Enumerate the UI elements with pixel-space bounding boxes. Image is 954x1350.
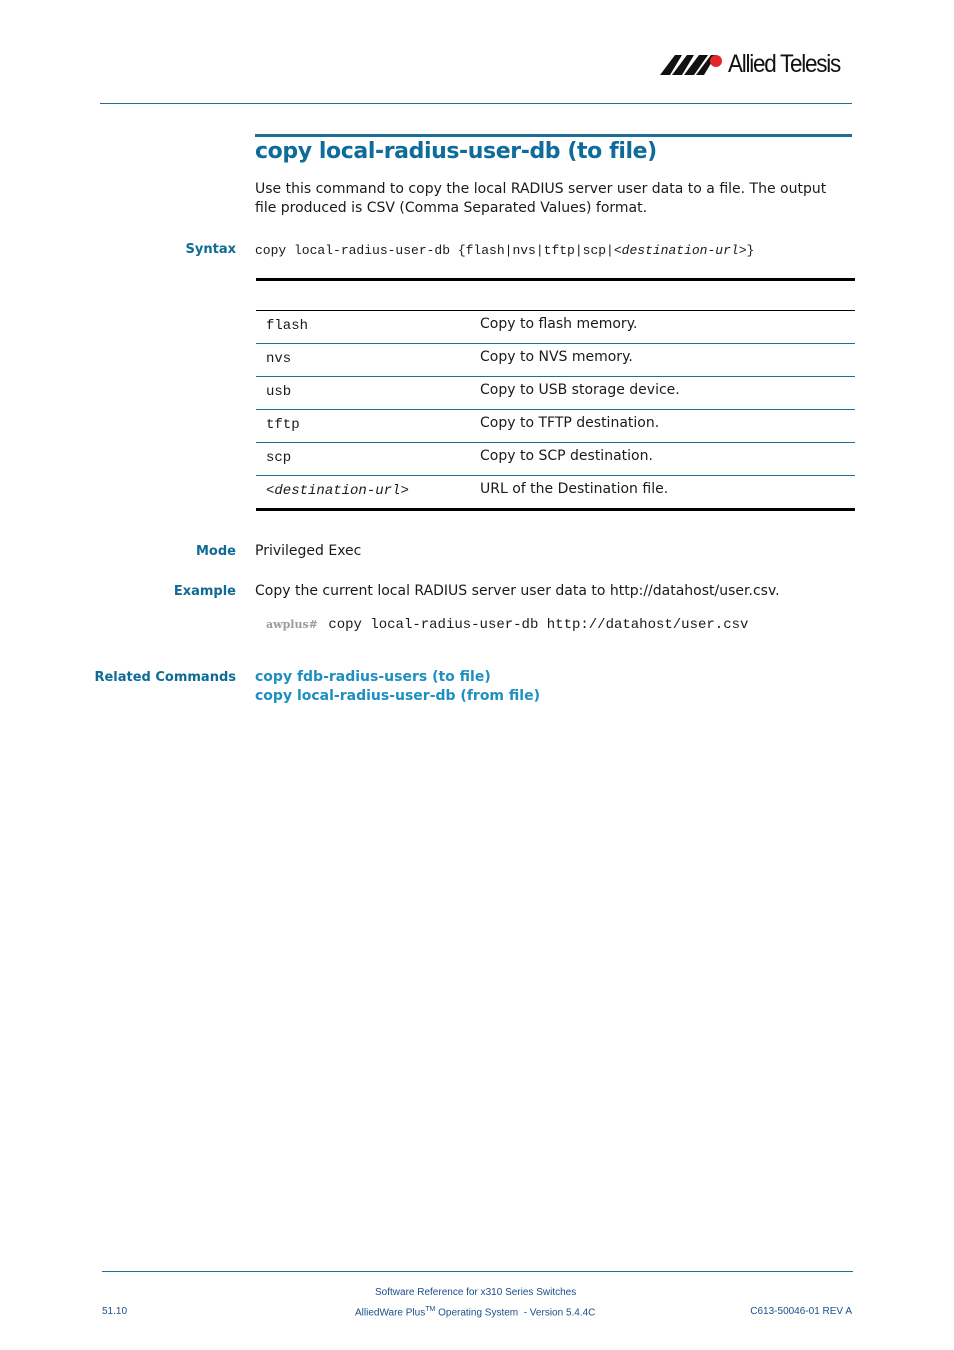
table-row <box>256 410 855 443</box>
description-cell: Copy to TFTP destination. <box>480 415 660 431</box>
param-cell: flash <box>266 318 309 334</box>
description-cell: Copy to NVS memory. <box>480 349 633 365</box>
logo-wordmark: Allied Telesis <box>728 49 841 78</box>
footer-product-name: AlliedWare Plus <box>355 1307 426 1319</box>
param-close-bracket: > <box>400 483 409 499</box>
footer-version: Operating System - Version 5.4.4C <box>435 1307 596 1319</box>
param-cell: tftp <box>266 417 300 433</box>
related-link-local-radius-user-db-from-file[interactable]: copy local-radius-user-db (from file) <box>255 688 540 704</box>
page-title: copy local-radius-user-db (to file) <box>255 139 657 164</box>
allied-telesis-logo-icon <box>660 52 724 76</box>
description-cell: Copy to flash memory. <box>480 316 638 332</box>
page-number: 51.10 <box>102 1306 128 1317</box>
table-row <box>256 443 855 476</box>
description-cell: Copy to SCP destination. <box>480 448 653 464</box>
param-open-bracket: < <box>266 483 275 499</box>
example-code <box>266 616 748 633</box>
param-cell: nvs <box>266 351 292 367</box>
command-description: Use this command to copy the local RADIUS server user data to a file. The output file produced is CSV (Comma Separated Values) format. <box>255 181 827 216</box>
trademark-mark: TM <box>425 1306 436 1313</box>
param-cell <box>266 483 409 499</box>
syntax-label: Syntax <box>185 242 236 257</box>
description-cell: URL of the Destination file. <box>480 481 669 497</box>
mode-value: Privileged Exec <box>255 543 362 559</box>
table-row <box>256 311 855 344</box>
cli-prompt: awplus# <box>266 618 318 631</box>
footer-product <box>355 1306 595 1318</box>
example-label: Example <box>173 584 236 599</box>
related-link-fdb-radius-users[interactable]: copy fdb-radius-users (to file) <box>255 669 491 685</box>
table-row <box>256 476 855 509</box>
param-cell: usb <box>266 384 292 400</box>
syntax-line <box>255 243 754 258</box>
footer-rule <box>102 1271 853 1272</box>
example-description: Copy the current local RADIUS server user data to http://datahost/user.csv. <box>255 583 780 599</box>
syntax-suffix: >} <box>738 243 755 258</box>
table-row <box>256 377 855 410</box>
param-name: destination-url <box>274 483 401 499</box>
title-rule <box>255 134 852 137</box>
table-bottom-rule <box>256 508 855 511</box>
syntax-param: destination-url <box>621 243 739 258</box>
header-rule <box>100 103 852 104</box>
syntax-prefix: copy local-radius-user-db {flash|nvs|tftp|scp|< <box>255 243 622 258</box>
footer-title: Software Reference for x310 Series Switches <box>375 1287 577 1298</box>
mode-label: Mode <box>196 544 236 559</box>
table-row <box>256 344 855 377</box>
param-cell: scp <box>266 450 292 466</box>
table-top-rule <box>256 278 855 281</box>
allied-telesis-logo <box>660 48 856 80</box>
related-commands-label: Related Commands <box>94 670 236 685</box>
document-id: C613-50046-01 REV A <box>750 1306 852 1317</box>
cli-command: copy local-radius-user-db http://datahost/user.csv <box>328 617 749 633</box>
description-cell: Copy to USB storage device. <box>480 382 680 398</box>
